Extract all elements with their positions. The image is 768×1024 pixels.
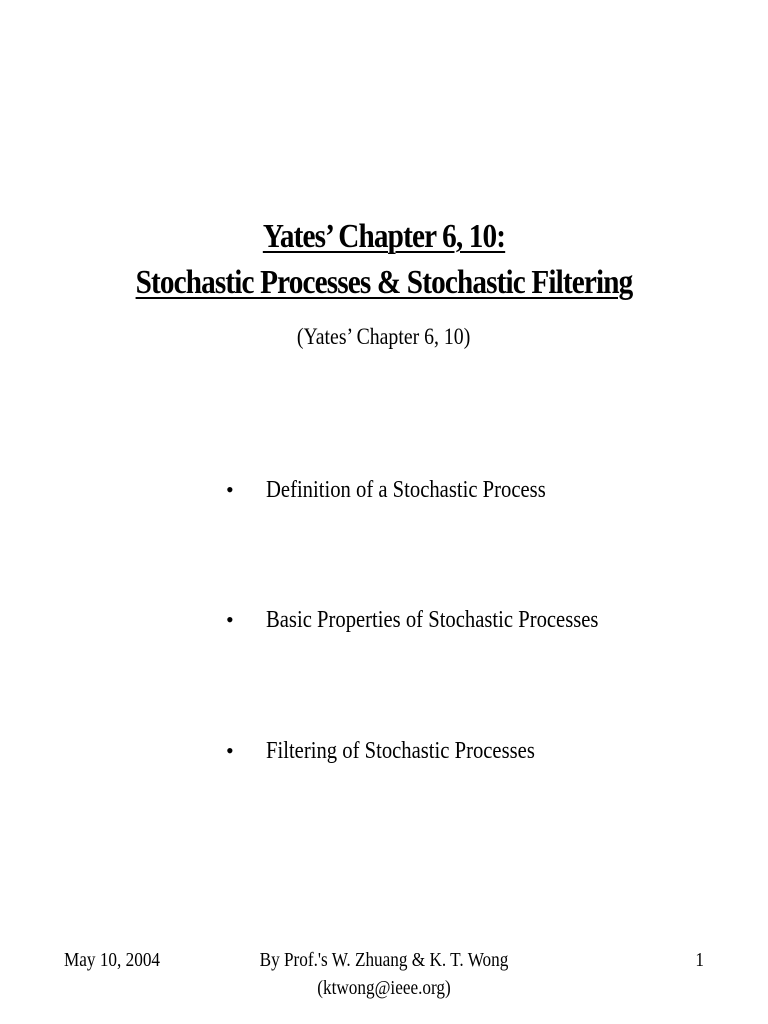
bullet-item [226, 474, 591, 506]
footer-authors [54, 946, 714, 1002]
bullet-item [226, 604, 653, 636]
slide-title [0, 214, 768, 306]
bullet-text: Basic Properties of Stochastic Processes [266, 606, 599, 633]
title-line-2: Stochastic Processes & Stochastic Filtering [135, 264, 633, 301]
bullet-text: Definition of a Stochastic Process [266, 476, 546, 503]
bullet-marker: • [226, 738, 234, 763]
footer-date: May 10, 2004 [64, 949, 161, 971]
bullet-marker: • [226, 477, 234, 502]
footer-authors-line-1: By Prof.'s W. Zhuang & K. T. Wong [259, 949, 509, 971]
title-line-1: Yates’ Chapter 6, 10: [262, 218, 506, 255]
bullet-marker: • [226, 607, 234, 632]
footer-authors-email: (ktwong@ieee.org) [317, 977, 451, 999]
bullet-text: Filtering of Stochastic Processes [266, 737, 535, 764]
slide-subtitle: (Yates’ Chapter 6, 10) [296, 324, 471, 349]
page-number: 1 [695, 949, 704, 971]
bullet-item [226, 735, 579, 767]
